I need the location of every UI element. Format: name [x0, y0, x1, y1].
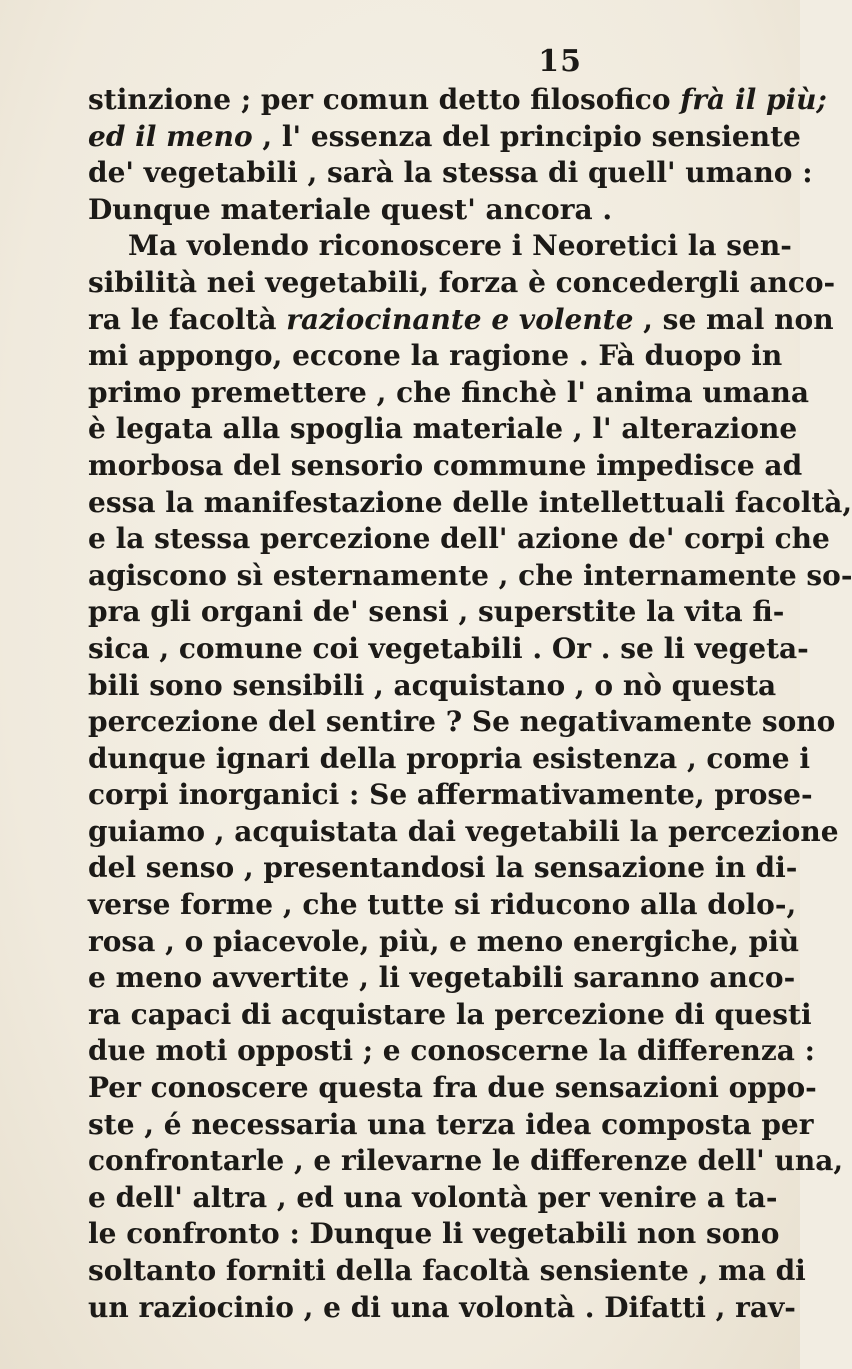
text-line	[88, 375, 809, 412]
text-line	[88, 1143, 844, 1180]
text-segment: è legata alla spoglia materiale , l' alterazione	[88, 412, 798, 446]
text-line	[88, 997, 812, 1034]
text-segment: , l' essenza del principio sensiente	[252, 119, 801, 153]
text-segment: ra le facoltà	[88, 302, 287, 336]
text-line	[88, 814, 839, 851]
text-line	[88, 668, 777, 705]
text-segment: Ma volendo riconoscere i Neoretici la sen-	[128, 229, 792, 263]
text-line	[88, 1290, 796, 1327]
text-segment: stinzione ; per comun detto filosofico	[88, 83, 681, 116]
text-line	[88, 887, 797, 924]
text-line	[88, 1180, 778, 1217]
text-segment: Dunque materiale quest' ancora .	[88, 192, 613, 226]
text-segment: e la stessa percezione dell' azione de' corpi che	[88, 522, 830, 556]
text-line	[88, 704, 836, 741]
text-segment: pra gli organi de' sensi , superstite la vita fi-	[88, 595, 785, 629]
text-line	[88, 777, 813, 814]
text-line	[88, 448, 803, 485]
text-segment: morbosa del sensorio commune impedisce ad	[88, 448, 803, 482]
text-line	[88, 228, 792, 265]
text-segment: primo premettere , che finchè l' anima umana	[88, 375, 809, 409]
text-line	[88, 338, 783, 375]
text-segment: un raziocinio , e di una volontà . Difatti , rav-	[88, 1290, 796, 1324]
text-line	[88, 265, 836, 302]
text-segment: percezione del sentire ? Se negativamente sono	[88, 705, 836, 739]
text-line	[88, 1216, 780, 1253]
text-line	[88, 1033, 816, 1070]
text-segment: le confronto : Dunque li vegetabili non sono	[88, 1217, 780, 1251]
text-segment: del senso , presentandosi la sensazione in di-	[88, 851, 798, 885]
text-segment: dunque ignari della propria esistenza , come i	[88, 741, 810, 775]
text-segment: sica , comune coi vegetabili . Or . se li vegeta-	[88, 631, 809, 665]
text-line	[88, 741, 810, 778]
text-segment: e meno avvertite , li vegetabili saranno anco-	[88, 961, 796, 995]
text-segment: ste , é necessaria una terza idea composta per	[88, 1107, 814, 1141]
text-segment: guiamo , acquistata dai vegetabili la percezione	[88, 814, 839, 848]
text-segment: rosa , o piacevole, più, e meno energiche, più	[88, 924, 800, 958]
text-segment: confrontarle , e rilevarne le differenze dell' una,	[88, 1144, 844, 1178]
page-number: 15	[538, 44, 582, 79]
text-line	[88, 411, 798, 448]
text-line	[88, 302, 834, 339]
text-line	[88, 924, 800, 961]
text-segment: bili sono sensibili , acquistano , o nò questa	[88, 668, 777, 702]
text-segment: e dell' altra , ed una volontà per venire a ta-	[88, 1180, 778, 1214]
text-line	[88, 1070, 817, 1107]
text-segment: mi appongo, eccone la ragione . Fà duopo in	[88, 339, 783, 373]
text-line	[88, 631, 809, 668]
text-line	[88, 485, 852, 522]
text-line	[88, 594, 785, 631]
text-segment: due moti opposti ; e conoscerne la differenza :	[88, 1034, 816, 1068]
body-text	[88, 82, 852, 1326]
text-segment: sibilità nei vegetabili, forza è concedergli anco-	[88, 265, 836, 299]
text-segment: essa la manifestazione delle intellettuali facoltà,	[88, 485, 852, 519]
italic-text: raziocinante e volente	[286, 302, 634, 336]
text-line	[88, 82, 827, 119]
text-segment: ra capaci di acquistare la percezione di questi	[88, 997, 812, 1031]
text-line	[88, 558, 852, 595]
text-segment: , se mal non	[633, 302, 834, 336]
text-segment: soltanto forniti della facoltà sensiente , ma di	[88, 1254, 806, 1287]
text-segment: Per conoscere questa fra due sensazioni oppo-	[88, 1071, 817, 1105]
text-line	[88, 1253, 806, 1290]
text-segment: agiscono sì esternamente , che internamente so-	[88, 558, 852, 592]
text-segment: verse forme , che tutte si riducono alla dolo-,	[88, 888, 797, 922]
text-line	[88, 960, 796, 997]
text-segment: de' vegetabili , sarà la stessa di quell' umano :	[88, 156, 813, 190]
text-line	[88, 850, 798, 887]
italic-text: ed il meno	[88, 119, 253, 153]
text-line	[88, 119, 801, 156]
text-segment: corpi inorganici : Se affermativamente, prose-	[88, 778, 813, 812]
text-line	[88, 155, 813, 192]
text-line	[88, 521, 830, 558]
text-line	[88, 192, 740, 229]
italic-text: frà il più;	[680, 83, 827, 116]
text-line	[88, 1107, 814, 1144]
